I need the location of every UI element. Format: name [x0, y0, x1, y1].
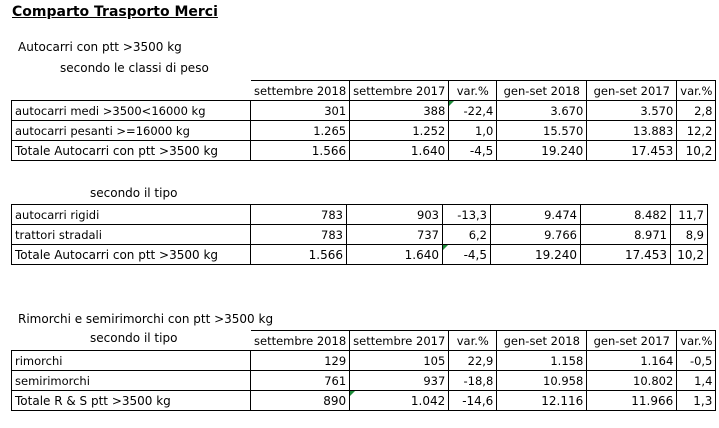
cell: -13,3 [443, 205, 491, 225]
col-header: var.% [449, 331, 497, 351]
header-row [12, 81, 716, 101]
table-row [12, 351, 716, 371]
cell: 737 [347, 225, 443, 245]
cell: 8,9 [671, 225, 708, 245]
cell: 8.482 [581, 205, 671, 225]
table-row [12, 225, 708, 245]
cell: 129 [251, 351, 350, 371]
cell: 12,2 [677, 121, 716, 141]
section1-subheading: secondo le classi di peso [60, 61, 209, 75]
col-header: gen-set 2017 [587, 331, 677, 351]
total-row [12, 245, 708, 265]
cell: -0,5 [677, 351, 716, 371]
cell: 1.158 [497, 351, 587, 371]
cell: 1.640 [347, 245, 443, 265]
cell: 903 [347, 205, 443, 225]
section3-heading: Rimorchi e semirimorchi con ptt >3500 kg [18, 312, 274, 326]
cell: 9.766 [491, 225, 581, 245]
row-label: rimorchi [12, 351, 251, 371]
cell: 22,9 [449, 351, 497, 371]
col-header: var.% [677, 331, 716, 351]
cell: 2,8 [677, 101, 716, 121]
col-header: settembre 2017 [350, 331, 449, 351]
table-row [12, 371, 716, 391]
cell: 1,3 [677, 391, 716, 411]
cell: 12.116 [497, 391, 587, 411]
cell: 11,7 [671, 205, 708, 225]
col-header: settembre 2018 [251, 81, 350, 101]
row-label: autocarri pesanti >=16000 kg [12, 121, 251, 141]
cell: 10,2 [671, 245, 708, 265]
cell: 388 [350, 101, 449, 121]
row-label: Totale R & S ptt >3500 kg [12, 391, 251, 411]
row-label: trattori stradali [12, 225, 251, 245]
table-row [12, 101, 716, 121]
cell: 783 [251, 225, 347, 245]
table-tipo-autocarri [11, 204, 708, 265]
table-classi-peso [11, 80, 716, 161]
col-header: settembre 2017 [350, 81, 449, 101]
cell: 1.164 [587, 351, 677, 371]
row-label: semirimorchi [12, 371, 251, 391]
row-label: Totale Autocarri con ptt >3500 kg [12, 245, 251, 265]
cell: -14,6 [449, 391, 497, 411]
cell: 3.570 [587, 101, 677, 121]
cell: 105 [350, 351, 449, 371]
cell: 10.802 [587, 371, 677, 391]
section2-subheading: secondo il tipo [90, 186, 178, 200]
row-label: Totale Autocarri con ptt >3500 kg [12, 141, 251, 161]
col-header: gen-set 2017 [587, 81, 677, 101]
cell: -4,5 [443, 245, 491, 265]
cell: 11.966 [587, 391, 677, 411]
section1-heading: Autocarri con ptt >3500 kg [18, 40, 182, 54]
page-title: Comparto Trasporto Merci [12, 4, 218, 20]
cell: 1,4 [677, 371, 716, 391]
cell: 937 [350, 371, 449, 391]
cell: 1.566 [251, 141, 350, 161]
col-header: var.% [677, 81, 716, 101]
cell: 1.265 [251, 121, 350, 141]
cell: 761 [251, 371, 350, 391]
table-row [12, 205, 708, 225]
cell: 1,0 [449, 121, 497, 141]
cell: 8.971 [581, 225, 671, 245]
col-header: gen-set 2018 [497, 331, 587, 351]
cell: 9.474 [491, 205, 581, 225]
section3-subheading: secondo il tipo [90, 331, 178, 345]
cell: 301 [251, 101, 350, 121]
cell: 1.042 [350, 391, 449, 411]
cell: 19.240 [491, 245, 581, 265]
total-row [12, 141, 716, 161]
col-header: gen-set 2018 [497, 81, 587, 101]
total-row [12, 391, 716, 411]
cell: 890 [251, 391, 350, 411]
cell: 17.453 [581, 245, 671, 265]
cell: 1.640 [350, 141, 449, 161]
cell: 15.570 [497, 121, 587, 141]
cell: 17.453 [587, 141, 677, 161]
table-rimorchi [11, 330, 716, 411]
col-header: var.% [449, 81, 497, 101]
cell: 6,2 [443, 225, 491, 245]
cell: 1.252 [350, 121, 449, 141]
cell: 3.670 [497, 101, 587, 121]
header-row [12, 331, 716, 351]
cell: -18,8 [449, 371, 497, 391]
cell: 10,2 [677, 141, 716, 161]
table-row [12, 121, 716, 141]
cell: 13.883 [587, 121, 677, 141]
cell: 19.240 [497, 141, 587, 161]
col-header: settembre 2018 [251, 331, 350, 351]
cell: -4,5 [449, 141, 497, 161]
cell: -22,4 [449, 101, 497, 121]
row-label: autocarri rigidi [12, 205, 251, 225]
cell: 10.958 [497, 371, 587, 391]
cell: 1.566 [251, 245, 347, 265]
cell: 783 [251, 205, 347, 225]
row-label: autocarri medi >3500<16000 kg [12, 101, 251, 121]
